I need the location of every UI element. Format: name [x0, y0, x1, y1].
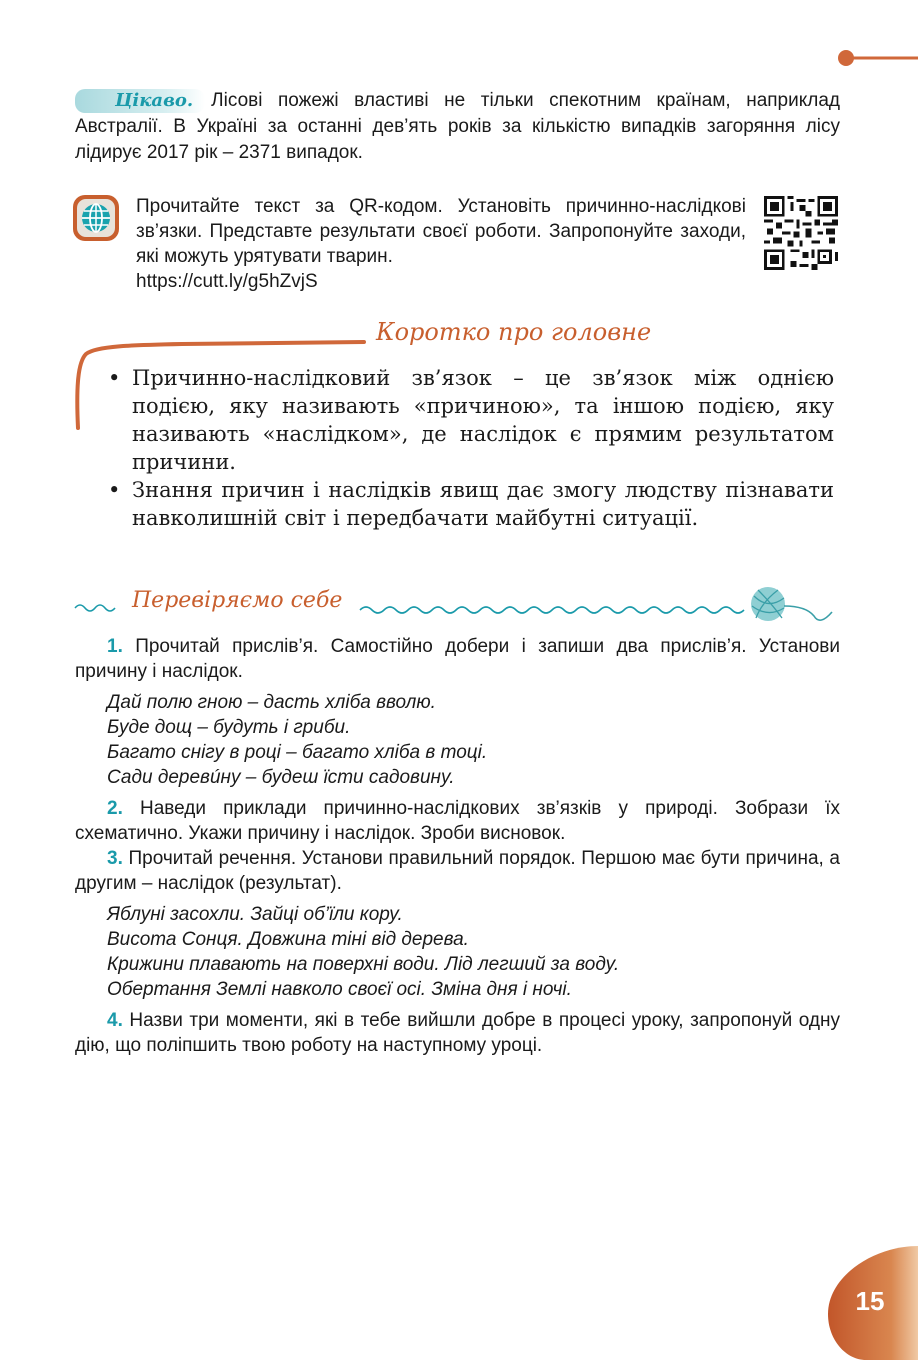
italic-line: Обертання Землі навколо своєї осі. Зміна дня і ночі. — [107, 979, 572, 1000]
tasks-block — [75, 634, 840, 1058]
fact-badge: Цікаво. — [75, 89, 205, 113]
summary-list — [108, 364, 834, 532]
fact-text: Лісові пожежі властиві не тільки спекотним країнам, наприклад Австралії. В Україні за останні дев’ять років за кількістю випадків загоряння лісу лідирує 2017 рік – 2371 випадок. — [75, 90, 840, 163]
task-1-lines — [107, 690, 840, 790]
task-4: 4. Назви три моменти, які в тебе вийшли добре в процесі уроку, запропонуй одну дію, що поліпшить твою роботу на наступному уроці. — [75, 1010, 840, 1056]
italic-line: Сади деревúну – будеш їсти садовину. — [107, 767, 455, 788]
italic-line: Багато снігу в році – багато хліба в тоці. — [107, 742, 488, 763]
task-3: 3. Прочитай речення. Установи правильний порядок. Першою має бути причина, а другим – наслідок (результат). — [75, 848, 841, 894]
italic-line: Крижини плавають на поверхні води. Лід легший за воду. — [107, 954, 620, 975]
italic-line: Яблуні засохли. Зайці об’їли кору. — [107, 904, 403, 925]
page-number: 15 — [855, 1286, 885, 1316]
check-title: Перевіряємо себе — [132, 588, 343, 613]
summary-title: Коротко про головне — [376, 318, 652, 346]
italic-line: Висота Сонця. Довжина тіні від дерева. — [107, 929, 469, 950]
summary-block — [108, 364, 834, 532]
qr-code-icon[interactable] — [764, 196, 838, 270]
task-3-lines — [107, 902, 840, 1002]
summary-item: • Причинно-наслідковий зв’язок – це зв’язок між однією подією, яку називають «причиною», та іншою подією, яку називають «наслідком», де наслідок є прямим результатом причини. — [108, 364, 834, 476]
globe-icon — [72, 194, 120, 242]
qr-task — [136, 194, 746, 294]
top-ornament — [836, 48, 918, 68]
task-1: 1. Прочитай прислів’я. Самостійно добери і запиши два прислів’я. Установи причину і наслідок. — [75, 636, 840, 682]
fact-block — [75, 88, 840, 166]
italic-line: Буде дощ – будуть і гриби. — [107, 717, 351, 738]
qr-task-text: Прочитайте текст за QR-кодом. Установіть причинно-наслідкові зв’язки. Представте результати своєї роботи. Запропонуйте заходи, які можуть урятувати тварин. — [136, 196, 746, 267]
wave-divider — [74, 598, 120, 614]
yarn-ball-icon — [358, 584, 836, 630]
qr-task-link[interactable]: https://cutt.ly/g5hZvjS — [136, 271, 318, 292]
task-2: 2. Наведи приклади причинно-наслідкових зв’язків у природі. Зобрази їх схематично. Укажи причину і наслідок. Зроби висновок. — [75, 798, 841, 844]
summary-item: • Знання причин і наслідків явищ дає змогу людству пізнавати навколишній світ і передбачати майбутні ситуації. — [108, 476, 834, 532]
italic-line: Дай полю гною – дасть хліба вволю. — [107, 692, 436, 713]
